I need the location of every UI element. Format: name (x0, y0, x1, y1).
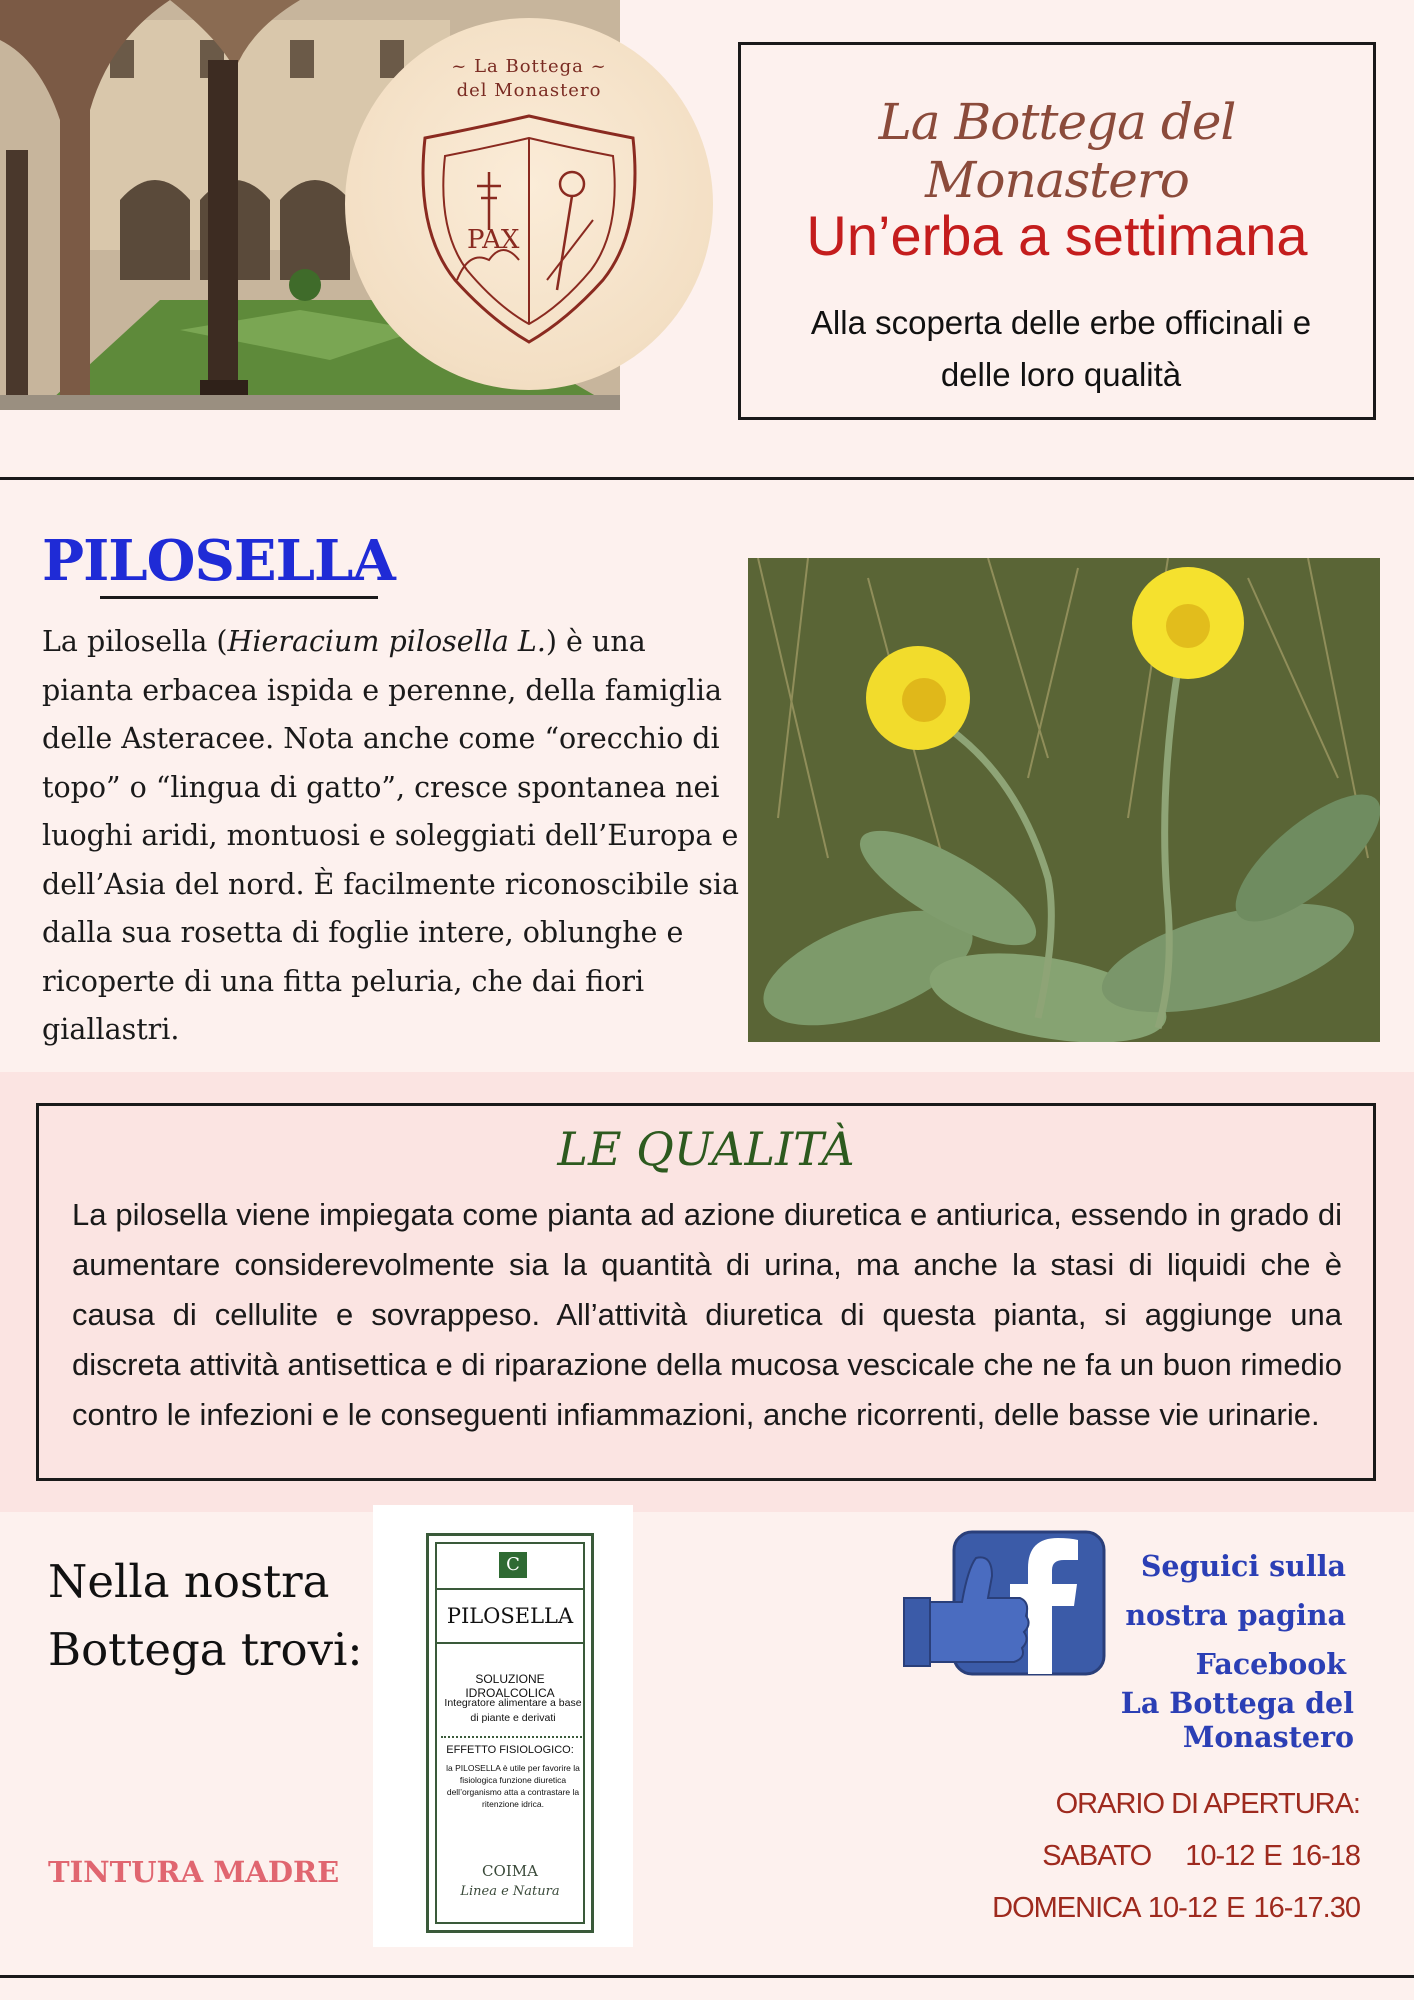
product-effect-text: la PILOSELLA è utile per favorire la fisiologica funzione diuretica dell’organismo atta a contrastare la ritenzione idrica. (446, 1763, 580, 1809)
product-effect-title: EFFETTO FISIOLOGICO: (446, 1744, 574, 1756)
herb-desc-after: ) è una pianta erbacea ispida e perenne, della famiglia delle Asteracee. Nota anche come “orecchio di topo” o “lingua di gatto”, cresce spontanea nei luoghi aridi, montuosi e soleggiati dell’Europa e dell’Asia del nord. È facilmente riconoscibile sia dalla sua rosetta di foglie intere, oblunghe e ricoperte di una fitta peluria, che dai fiori giallastri. (42, 625, 739, 1046)
header (0, 0, 1414, 455)
facebook-line-3: Facebook (1195, 1647, 1346, 1681)
qualities-text: La pilosella viene impiegata come pianta ad azione diuretica e antiurica, essendo in grado di aumentare considerevolmente sia la quantità di urina, ma anche la stasi di liquidi che è causa di cellulite e sovrappeso. All’attività diuretica di questa pianta, si aggiunge una discreta attività antisettica e di riparazione della mucosa vescicale che ne fa un buon rimedio contro le infezioni e le conseguenti infiammazioni, anche ricorrenti, delle basse vie urinarie. (72, 1197, 1342, 1432)
brand-badge-icon: C (499, 1552, 527, 1578)
qualities-title: LE QUALITÀ (557, 1122, 855, 1176)
plant-photo (748, 558, 1380, 1042)
product-line: Linea e Natura (460, 1884, 560, 1899)
divider-bottom (0, 1975, 1414, 1978)
flower-right (1132, 567, 1244, 679)
shield-text: PAX (467, 225, 520, 255)
facebook-page-name[interactable]: La Bottega del Monastero (1120, 1686, 1354, 1754)
facebook-follow-text (1050, 1542, 1346, 1689)
product-brand: COIMA (482, 1862, 538, 1880)
logo-badge (345, 18, 713, 390)
hours-sat-day: SABATO (1042, 1840, 1152, 1872)
herb-title-underline (100, 596, 378, 599)
hours-sun-day: DOMENICA (992, 1892, 1139, 1924)
find-line-1: Nella nostra (48, 1555, 330, 1608)
find-in-shop-label (48, 1548, 363, 1684)
facebook-line-2: nostra pagina (1125, 1598, 1346, 1632)
hours-sun-time: 10-12 E 16-17.30 (1147, 1892, 1360, 1924)
logo-line-1: ~ La Bottega ~ (451, 56, 607, 77)
herb-latin-name: Hieracium pilosella L. (227, 625, 546, 658)
herb-desc-before: La pilosella ( (42, 625, 228, 658)
product-solution: SOLUZIONE IDROALCOLICA (465, 1672, 555, 1700)
hours-sunday (960, 1892, 1360, 1925)
script-title: La Bottega del Monastero (878, 93, 1236, 209)
qualities-box (36, 1103, 1376, 1481)
product-name: PILOSELLA (437, 1588, 583, 1644)
shield-icon (407, 110, 651, 350)
hours-saturday (960, 1840, 1360, 1873)
main-title: Un’erba a settimana (806, 204, 1308, 267)
herb-title: PILOSELLA (42, 528, 395, 594)
product-image (373, 1505, 633, 1947)
product-label (426, 1533, 594, 1933)
find-line-2: Bottega trovi: (48, 1623, 363, 1676)
logo-line-2: del Monastero (456, 80, 602, 101)
herb-description (42, 618, 742, 1055)
product-type: TINTURA MADRE (48, 1855, 340, 1889)
flower-left (866, 646, 970, 750)
divider-top (0, 477, 1414, 480)
title-box (738, 42, 1376, 420)
hours-sat-time: 10-12 E 16-18 (1185, 1840, 1360, 1872)
opening-hours-title: ORARIO DI APERTURA: (1055, 1788, 1360, 1820)
facebook-line-1: Seguici sulla (1140, 1549, 1346, 1583)
label-dotted-divider (441, 1736, 585, 1738)
subtitle: Alla scoperta delle erbe officinali e delle loro qualità (810, 304, 1312, 393)
product-integrator: Integratore alimentare a base di piante e derivati (444, 1697, 582, 1724)
